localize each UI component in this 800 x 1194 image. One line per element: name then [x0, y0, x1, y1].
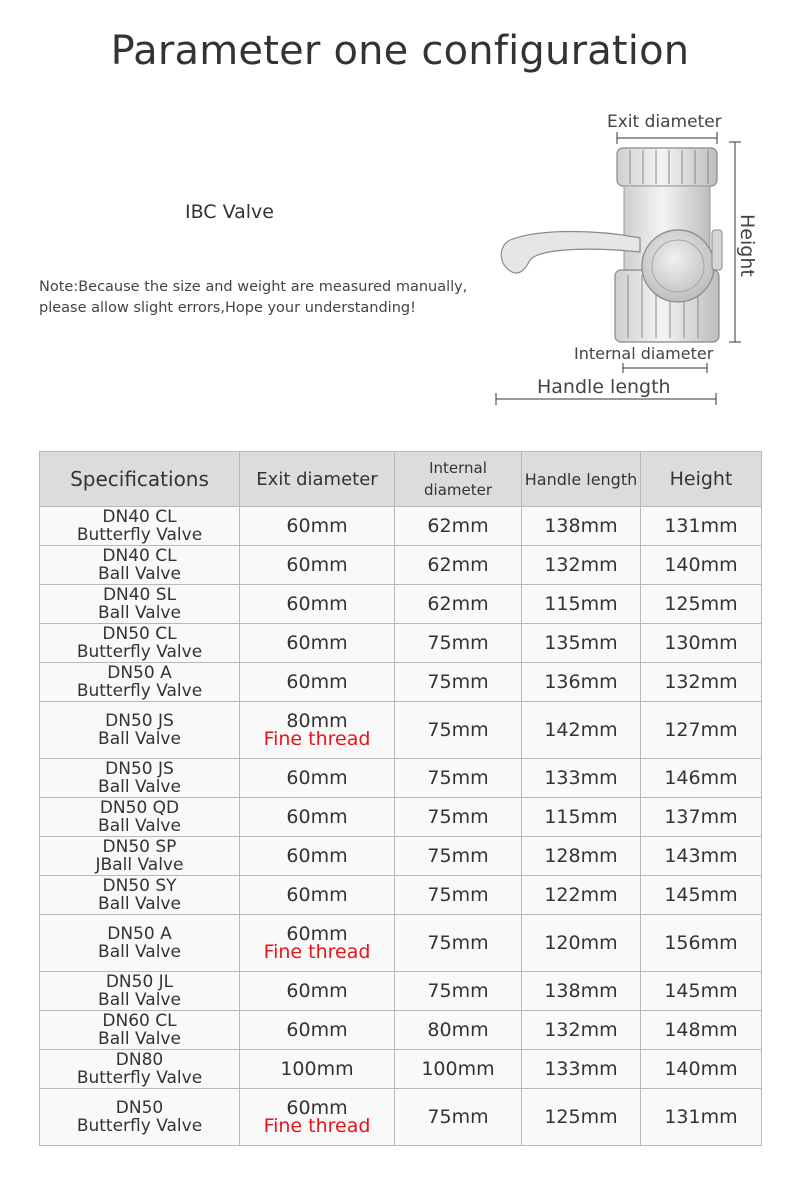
height-cell: 148mm [641, 1011, 762, 1050]
spec-cell [40, 1011, 240, 1050]
height-label: Height [736, 214, 758, 277]
spec-valve-type: Ball Valve [98, 990, 181, 1010]
spec-model: DN60 CL [102, 1011, 177, 1031]
exit-diameter-cell [240, 1050, 395, 1089]
exit-diameter-cell [240, 507, 395, 546]
handle-length-cell: 115mm [522, 585, 641, 624]
spec-cell [40, 507, 240, 546]
height-cell: 125mm [641, 585, 762, 624]
table-row [40, 915, 762, 972]
handle-length-cell: 115mm [522, 798, 641, 837]
spec-cell [40, 1089, 240, 1146]
table-row [40, 1050, 762, 1089]
internal-diameter-cell: 75mm [395, 876, 522, 915]
internal-diameter-cell: 75mm [395, 1089, 522, 1146]
spec-valve-type: Butterfly Valve [76, 681, 203, 701]
spec-valve-type: Butterfly Valve [76, 642, 203, 662]
spec-valve-type: Ball Valve [98, 942, 181, 962]
handle-length-cell: 138mm [522, 972, 641, 1011]
exit-diameter-cell [240, 759, 395, 798]
table-row [40, 624, 762, 663]
table-row [40, 798, 762, 837]
exit-diameter-cell [240, 546, 395, 585]
table-row [40, 585, 762, 624]
height-cell: 145mm [641, 972, 762, 1011]
spec-cell [40, 546, 240, 585]
handle-length-cell: 132mm [522, 1011, 641, 1050]
internal-diameter-cell: 75mm [395, 915, 522, 972]
exit-diameter-value: 60mm [286, 1097, 348, 1119]
exit-diameter-value: 60mm [286, 1019, 348, 1041]
spec-valve-type: Ball Valve [98, 777, 181, 797]
spec-model: DN50 A [107, 924, 172, 944]
internal-diameter-cell: 62mm [395, 546, 522, 585]
height-cell: 130mm [641, 624, 762, 663]
spec-model: DN50 JS [105, 711, 174, 731]
internal-diameter-cell: 75mm [395, 798, 522, 837]
exit-diameter-value: 60mm [286, 923, 348, 945]
internal-diameter-label: Internal diameter [574, 344, 714, 363]
table-row [40, 876, 762, 915]
spec-valve-type: Ball Valve [98, 894, 181, 914]
exit-diameter-value: 80mm [286, 710, 348, 732]
spec-model: DN40 CL [102, 546, 177, 566]
internal-diameter-cell: 100mm [395, 1050, 522, 1089]
height-cell: 127mm [641, 702, 762, 759]
internal-diameter-cell: 62mm [395, 585, 522, 624]
header-specifications: Specifications [40, 452, 240, 507]
spec-model: DN50 SY [102, 876, 177, 896]
spec-cell [40, 876, 240, 915]
handle-length-cell: 136mm [522, 663, 641, 702]
internal-diameter-cell: 75mm [395, 663, 522, 702]
spec-cell [40, 915, 240, 972]
table-row [40, 837, 762, 876]
product-subtitle: IBC Valve [185, 201, 274, 223]
valve-diagram [480, 100, 780, 420]
spec-model: DN50 [115, 1098, 164, 1118]
handle-length-cell: 122mm [522, 876, 641, 915]
spec-model: DN40 CL [102, 507, 177, 527]
table-row [40, 546, 762, 585]
height-cell: 131mm [641, 1089, 762, 1146]
internal-diameter-cell: 75mm [395, 624, 522, 663]
spec-model: DN50 A [107, 663, 172, 683]
internal-diameter-cell: 75mm [395, 972, 522, 1011]
handle-length-cell: 142mm [522, 702, 641, 759]
spec-valve-type: Ball Valve [98, 729, 181, 749]
exit-diameter-cell [240, 915, 395, 972]
internal-diameter-cell: 80mm [395, 1011, 522, 1050]
header-internal-diameter-text: Internal diameter [424, 459, 492, 499]
exit-diameter-value: 60mm [286, 632, 348, 654]
table-row [40, 759, 762, 798]
spec-cell [40, 702, 240, 759]
handle-length-cell: 132mm [522, 546, 641, 585]
handle-length-cell: 133mm [522, 1050, 641, 1089]
spec-cell [40, 837, 240, 876]
height-cell: 140mm [641, 546, 762, 585]
exit-diameter-value: 60mm [286, 806, 348, 828]
table-header-row [40, 452, 762, 507]
spec-cell [40, 585, 240, 624]
handle-length-cell: 125mm [522, 1089, 641, 1146]
spec-cell [40, 759, 240, 798]
exit-diameter-value: 60mm [286, 884, 348, 906]
header-internal-diameter [395, 452, 522, 507]
height-cell: 137mm [641, 798, 762, 837]
header-handle-length: Handle length [522, 452, 641, 507]
spec-model: DN80 [115, 1050, 164, 1070]
exit-diameter-cell [240, 798, 395, 837]
spec-model: DN50 SP [102, 837, 177, 857]
spec-valve-type: Ball Valve [98, 603, 181, 623]
exit-diameter-value: 100mm [280, 1058, 354, 1080]
exit-diameter-cell [240, 585, 395, 624]
table-row [40, 1011, 762, 1050]
exit-diameter-cell [240, 876, 395, 915]
spec-cell [40, 798, 240, 837]
internal-diameter-cell: 75mm [395, 702, 522, 759]
valve-illustration [480, 100, 780, 420]
exit-diameter-label: Exit diameter [607, 112, 722, 132]
exit-diameter-value: 60mm [286, 767, 348, 789]
spec-valve-type: Butterfly Valve [76, 525, 203, 545]
exit-diameter-cell [240, 663, 395, 702]
spec-cell [40, 663, 240, 702]
exit-diameter-cell [240, 1011, 395, 1050]
exit-diameter-value: 60mm [286, 593, 348, 615]
spec-model: DN50 JL [105, 972, 174, 992]
exit-diameter-value: 60mm [286, 515, 348, 537]
fine-thread-note: Fine thread [263, 1115, 371, 1137]
specifications-table [39, 451, 762, 1146]
exit-diameter-cell [240, 702, 395, 759]
spec-valve-type: Ball Valve [98, 564, 181, 584]
internal-diameter-cell: 75mm [395, 759, 522, 798]
handle-length-cell: 128mm [522, 837, 641, 876]
spec-cell [40, 624, 240, 663]
height-cell: 146mm [641, 759, 762, 798]
exit-diameter-value: 60mm [286, 671, 348, 693]
handle-length-cell: 138mm [522, 507, 641, 546]
fine-thread-note: Fine thread [263, 728, 371, 750]
spec-valve-type: JBall Valve [95, 855, 184, 875]
exit-diameter-cell [240, 972, 395, 1011]
height-cell: 132mm [641, 663, 762, 702]
height-cell: 156mm [641, 915, 762, 972]
spec-valve-type: Butterfly Valve [76, 1068, 203, 1088]
handle-length-cell: 133mm [522, 759, 641, 798]
exit-diameter-value: 60mm [286, 845, 348, 867]
measurement-note: Note:Because the size and weight are measured manually, please allow slight errors,Hope your understanding! [39, 279, 468, 316]
table-row [40, 702, 762, 759]
handle-length-label: Handle length [537, 376, 671, 398]
handle-length-cell: 120mm [522, 915, 641, 972]
height-cell: 143mm [641, 837, 762, 876]
table-row [40, 507, 762, 546]
table-row [40, 972, 762, 1011]
page-title: Parameter one configuration [110, 28, 690, 74]
height-cell: 140mm [641, 1050, 762, 1089]
height-cell: 131mm [641, 507, 762, 546]
table-row [40, 663, 762, 702]
spec-valve-type: Ball Valve [98, 816, 181, 836]
exit-diameter-cell [240, 624, 395, 663]
exit-diameter-cell [240, 1089, 395, 1146]
exit-diameter-cell [240, 837, 395, 876]
height-cell: 145mm [641, 876, 762, 915]
spec-cell [40, 972, 240, 1011]
spec-model: DN50 JS [105, 759, 174, 779]
fine-thread-note: Fine thread [263, 941, 371, 963]
spec-valve-type: Ball Valve [98, 1029, 181, 1049]
internal-diameter-cell: 62mm [395, 507, 522, 546]
spec-model: DN40 SL [102, 585, 177, 605]
exit-diameter-value: 60mm [286, 980, 348, 1002]
spec-model: DN50 CL [102, 624, 177, 644]
internal-diameter-cell: 75mm [395, 837, 522, 876]
spec-cell [40, 1050, 240, 1089]
spec-valve-type: Butterfly Valve [76, 1116, 203, 1136]
table-row [40, 1089, 762, 1146]
header-exit-diameter: Exit diameter [240, 452, 395, 507]
spec-model: DN50 QD [99, 798, 180, 818]
header-height: Height [641, 452, 762, 507]
exit-diameter-value: 60mm [286, 554, 348, 576]
handle-length-cell: 135mm [522, 624, 641, 663]
